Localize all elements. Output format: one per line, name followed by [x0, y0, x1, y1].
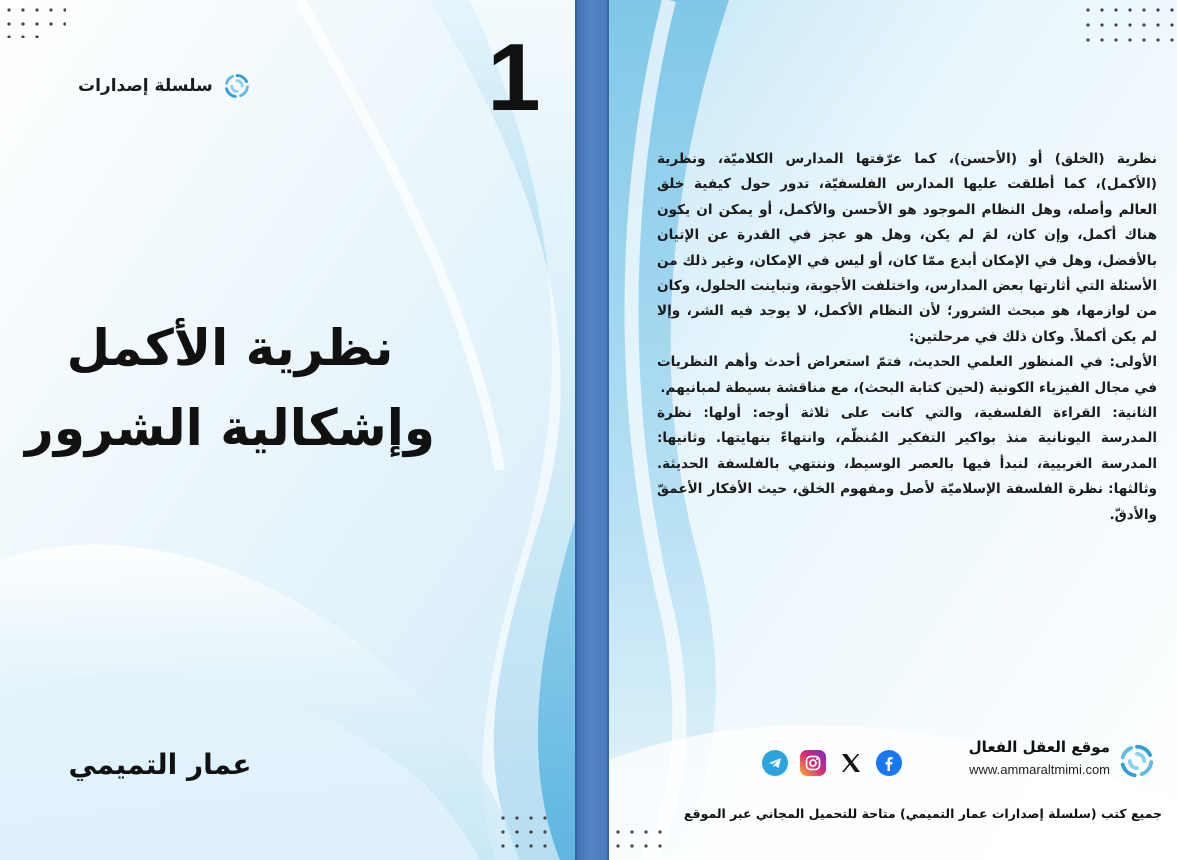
decorative-dots-bottom-left	[615, 828, 665, 858]
decorative-dots-top-right	[1085, 6, 1175, 50]
facebook-icon[interactable]	[876, 750, 902, 776]
decorative-dots-bottom-right	[500, 814, 560, 858]
blurb-paragraph-first: الأولى: في المنظور العلمي الحديث، فتمّ استعراض أحدث وأهم النظريات في مجال الفيزياء الكونية (لحين كتابة البحث)، مع مناقشة بسيطة لمبانيهم.	[657, 354, 1157, 396]
author-name: عمار التميمي	[68, 748, 252, 781]
front-cover	[0, 0, 575, 860]
spine-seam-left	[575, 0, 577, 860]
website-url-link[interactable]: www.ammaraltmimi.com	[969, 762, 1110, 777]
website-block	[940, 738, 1110, 777]
instagram-icon[interactable]	[800, 750, 826, 776]
logo-swirl-icon	[223, 72, 251, 100]
x-icon[interactable]	[838, 750, 864, 776]
book-title-line-1: نظرية الأكمل	[66, 319, 394, 377]
telegram-icon[interactable]	[762, 750, 788, 776]
book-spine	[575, 0, 609, 860]
volume-number: 1	[487, 24, 541, 131]
blurb-paragraph-intro: نظرية (الخلق) أو (الأحسن)، كما عرّفتها المدارس الكلاميّة، ونظرية (الأكمل)، كما أطلقت عليها المدارس الفلسفيّة، تدور حول كيفية خلق العالم وأصله، وهل النظام الموجود هو الأحسن والأكمل، أو يمكن ان يكون هناك أكمل، وإن كان، لمَ لم يكن، وهل هو عجز في القدرة عن الإتيان بالأفضل، وهل في الإمكان أبدع ممّا كان، أو ليس في الإمكان، وغير ذلك من الأسئلة التي أثارتها بعض المدارس، واختلفت الأجوبة، وتباينت الحلول، وكان من لوازمها، هو مبحث الشرور؛ لأن النظام الأكمل، لا يوجد فيه الشر، وإلا لم يكن أكملاً. وكان ذلك في مرحلتين:	[657, 151, 1157, 345]
decorative-dots-top-left	[6, 6, 66, 38]
free-download-note: جميع كتب (سلسلة إصدارات عمار التميمي) متاحة للتحميل المجاني عبر الموقع	[683, 806, 1162, 821]
series-brand	[78, 72, 251, 100]
website-name: موقع العقل الفعال	[968, 738, 1110, 756]
blurb-paragraph-second: الثانية: القراءة الفلسفية، والتي كانت على ثلاثة أوجه: أولها: نظرة المدرسة اليونانية منذ بواكير التفكير المُنظّم، وانتهاءً بنهايتها. وثانيها: المدرسة الغربيية، لنبدأ فيها بالعصر الوسيط، وننتهي بالفلسفة الحديثة. وثالثها: نظرة الفلسفة الإسلاميّة لأصل ومفهوم الخلق، حيث الأفكار الأعمقّ والأدقّ.	[657, 405, 1157, 523]
social-icons	[762, 750, 902, 776]
series-label: سلسلة إصدارات	[78, 76, 213, 96]
book-title-line-2: وإشكالية الشرور	[25, 399, 435, 457]
back-cover-blurb	[657, 147, 1157, 528]
logo-swirl-icon	[1118, 742, 1156, 780]
